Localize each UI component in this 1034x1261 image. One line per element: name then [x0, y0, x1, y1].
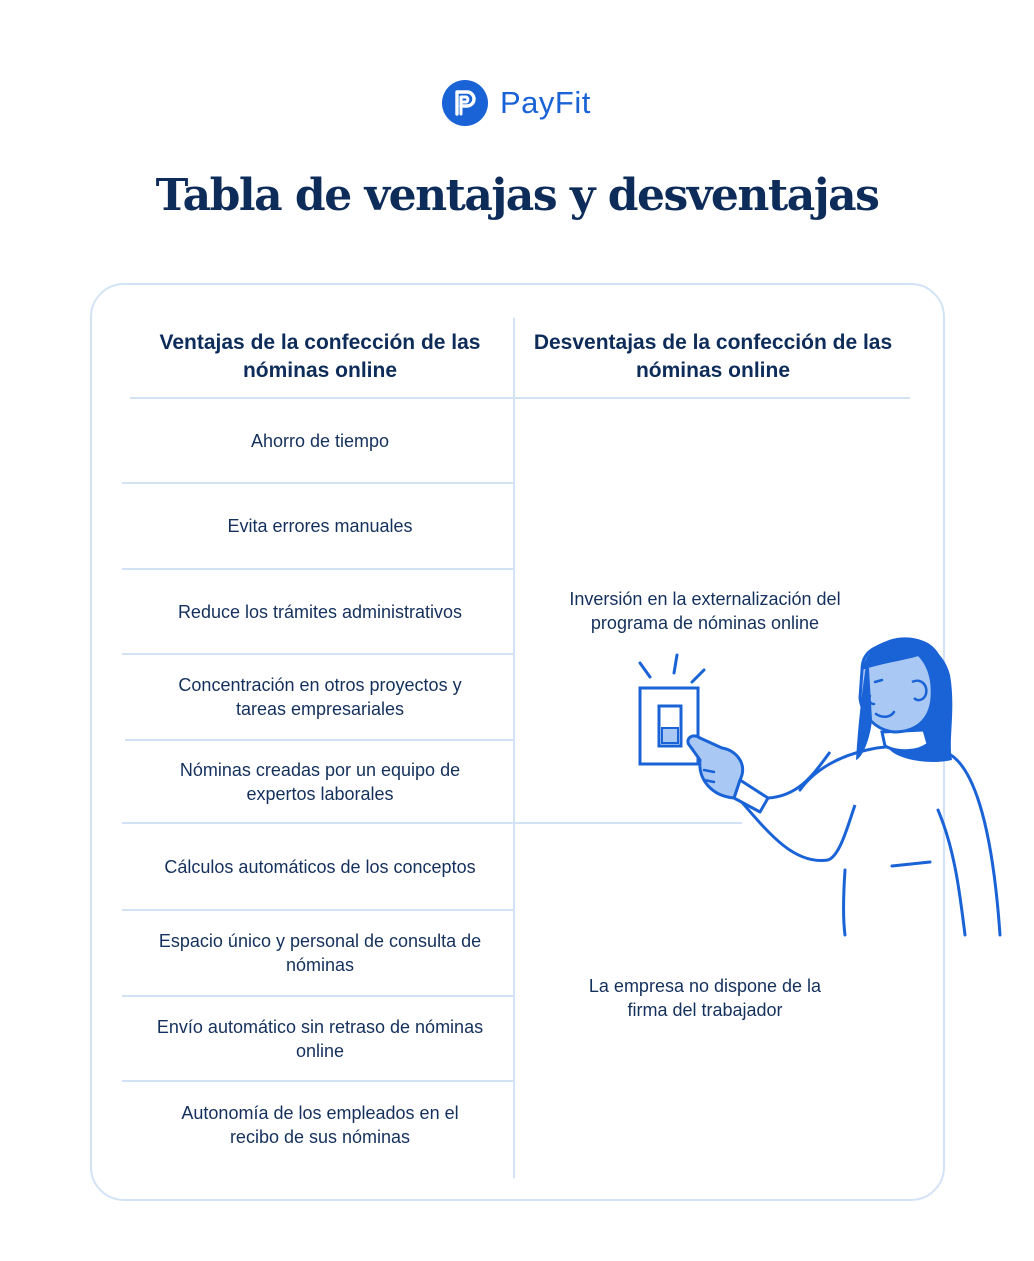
header-desventajas: Desventajas de la confección de las nóminas online — [533, 331, 893, 382]
ventaja-cell: Espacio único y personal de consulta de nóminas — [158, 931, 482, 975]
payfit-logo — [442, 80, 591, 126]
page-title: Tabla de ventajas y desventajas — [155, 170, 879, 221]
desventaja-cell: Inversión en la externalización del programa de nóminas online — [569, 589, 841, 633]
ventaja-cell: Ahorro de tiempo — [250, 430, 390, 451]
woman-pressing-switch-illustration — [600, 620, 1020, 950]
payfit-logo-icon — [442, 80, 488, 126]
desventaja-cell: La empresa no dispone de la firma del trabajador — [588, 976, 822, 1020]
column-divider — [513, 318, 515, 1178]
ventaja-cell: Nóminas creadas por un equipo de expertos laborales — [179, 759, 461, 804]
ventaja-cell: Envío automático sin retraso de nóminas online — [156, 1016, 484, 1061]
ventaja-cell: Autonomía de los empleados en el recibo de sus nóminas — [181, 1103, 459, 1147]
ventaja-cell: Concentración en otros proyectos y tareas empresariales — [178, 675, 462, 719]
ventaja-cell: Reduce los trámites administrativos — [177, 601, 463, 622]
ventaja-cell: Evita errores manuales — [227, 516, 413, 536]
header-ventajas: Ventajas de la confección de las nóminas online — [159, 331, 481, 382]
brand-name: PayFit — [500, 85, 591, 120]
ventaja-cell: Cálculos automáticos de los conceptos — [164, 856, 476, 877]
